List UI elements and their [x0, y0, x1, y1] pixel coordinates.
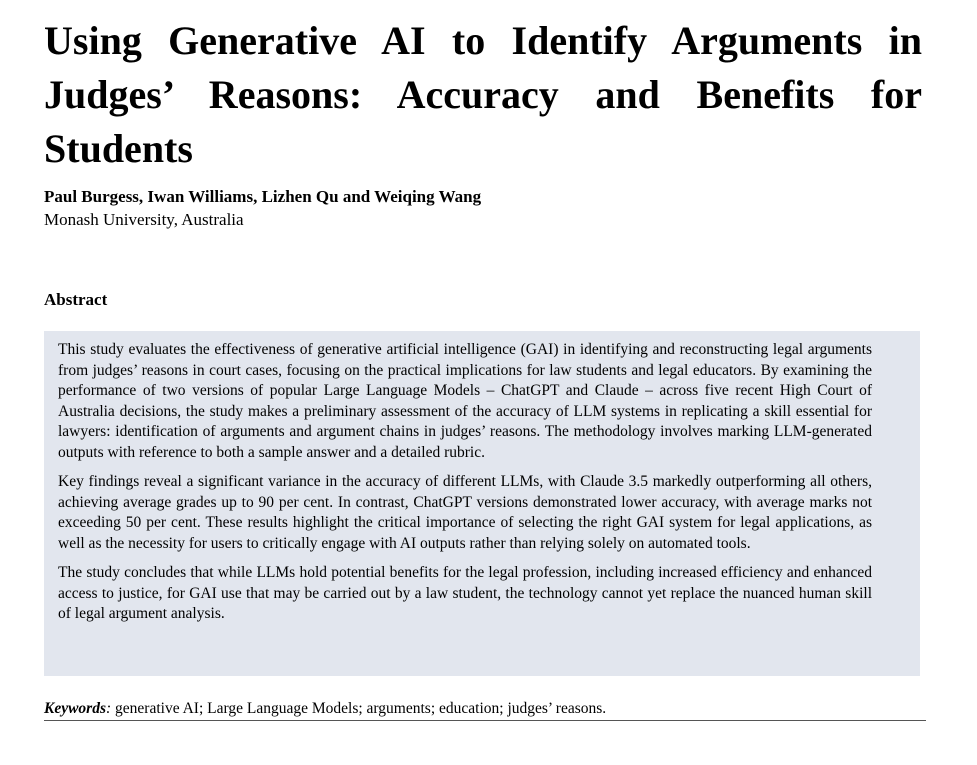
paper-title: Using Generative AI to Identify Arguments in Judges’ Reasons: Accuracy and Benefits for Students: [44, 18, 922, 171]
section-divider: [44, 720, 926, 721]
keywords-line: [44, 699, 606, 719]
abstract-box: [44, 331, 920, 676]
keywords-colon: :: [106, 700, 112, 717]
abstract-paragraph-3: The study concludes that while LLMs hold potential benefits for the legal profession, including increased efficiency and enhanced access to justice, for GAI use that may be carried out by a law student, the technology cannot yet replace the nuanced human skill of legal argument analysis.: [58, 564, 872, 622]
keywords-text: generative AI; Large Language Models; arguments; education; judges’ reasons.: [111, 700, 607, 717]
keywords-label: Keywords: [44, 700, 106, 717]
author-list: Paul Burgess, Iwan Williams, Lizhen Qu and Weiqing Wang: [44, 187, 482, 206]
abstract-paragraph-1: This study evaluates the effectiveness of generative artificial intelligence (GAI) in identifying and reconstructing legal arguments from judges’ reasons in court cases, focusing on the practical implications for law students and legal educators. By examining the performance of two versions of popular Large Language Models – ChatGPT and Claude – across five recent High Court of Australia decisions, the study makes a preliminary assessment of the accuracy of LLM systems in replicating a skill essential for lawyers: identification of arguments and argument chains in judges’ reasons. The methodology involves marking LLM-generated outputs with reference to both a sample answer and a detailed rubric.: [58, 341, 872, 461]
affiliation: Monash University, Australia: [44, 210, 244, 229]
abstract-paragraph-2: Key findings reveal a significant variance in the accuracy of different LLMs, with Claude 3.5 markedly outperforming all others, achieving average grades up to 90 per cent. In contrast, ChatGPT versions demonstrated lower accuracy, with average marks not exceeding 50 per cent. These results highlight the critical importance of selecting the right GAI system for legal applications, as well as the necessity for users to critically engage with AI outputs rather than relying solely on automated tools.: [58, 473, 872, 552]
abstract-heading: Abstract: [44, 290, 108, 309]
